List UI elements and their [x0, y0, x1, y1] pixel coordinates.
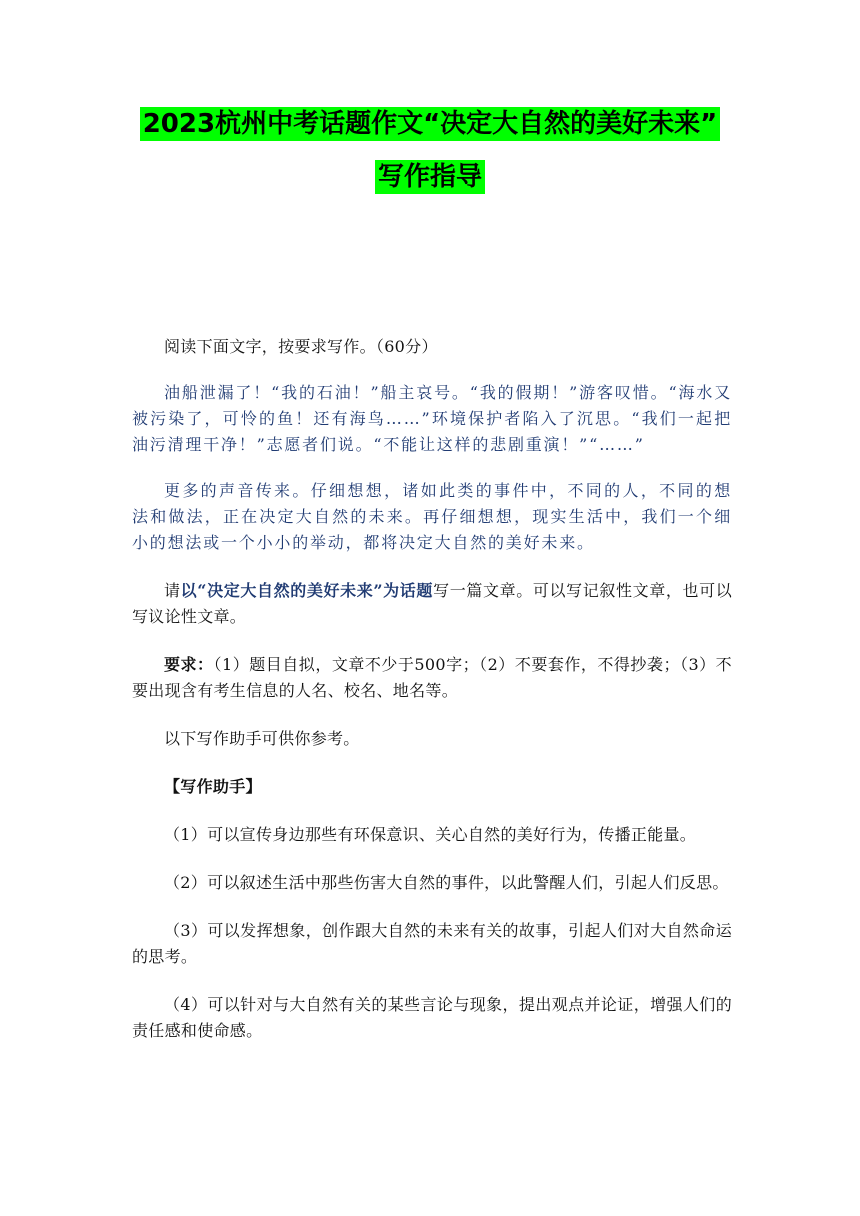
reference-note: 以下写作助手可供你参考。	[164, 729, 360, 748]
material-paragraph-1: 油船泄漏了！“我的石油！”船主哀号。“我的假期！”游客叹惜。“海水又被污染了，可怜的鱼！还有海鸟……”环境保护者陷入了沉思。“我们一起把油污清理干净！”志愿者们说。“不能让这样的悲剧重演！”“……”	[132, 383, 732, 454]
task-topic: 以“决定大自然的美好未来”为话题	[180, 581, 434, 600]
requirements-label: 要求：	[164, 655, 214, 674]
helper-item: （1）可以宣传身边那些有环保意识、关心自然的美好行为，传播正能量。	[164, 825, 697, 844]
helper-item: （4）可以针对与大自然有关的某些言论与现象，提出观点并论证，增强人们的责任感和使命感。	[132, 995, 732, 1040]
material-paragraph-2: 更多的声音传来。仔细想想，诸如此类的事件中，不同的人，不同的想法和做法，正在决定大自然的未来。再仔细想想，现实生活中，我们一个细小的想法或一个小小的举动，都将决定大自然的美好未来。	[132, 481, 732, 552]
requirements-paragraph	[132, 652, 732, 704]
helper-heading: 【写作助手】	[164, 777, 262, 796]
task-prefix: 请	[164, 581, 181, 600]
task-suffix: 写一篇文章。可以写记叙性文章，也可以写议论性文章。	[132, 581, 732, 626]
title-line-1: 2023杭州中考话题作文“决定大自然的美好未来”	[140, 107, 721, 141]
helper-item: （3）可以发挥想象，创作跟大自然的未来有关的故事，引起人们对大自然命运的思考。	[132, 921, 732, 966]
helper-item: （2）可以叙述生活中那些伤害大自然的事件，以此警醒人们，引起人们反思。	[164, 873, 729, 892]
requirements-text: （1）题目自拟，文章不少于500字；（2）不要套作，不得抄袭；（3）不要出现含有考生信息的人名、校名、地名等。	[132, 655, 732, 700]
document-body	[132, 334, 732, 1044]
task-paragraph	[132, 578, 732, 630]
intro-instruction: 阅读下面文字，按要求写作。（60分）	[164, 337, 438, 356]
document-title	[0, 104, 860, 210]
title-line-2: 写作指导	[375, 160, 485, 194]
